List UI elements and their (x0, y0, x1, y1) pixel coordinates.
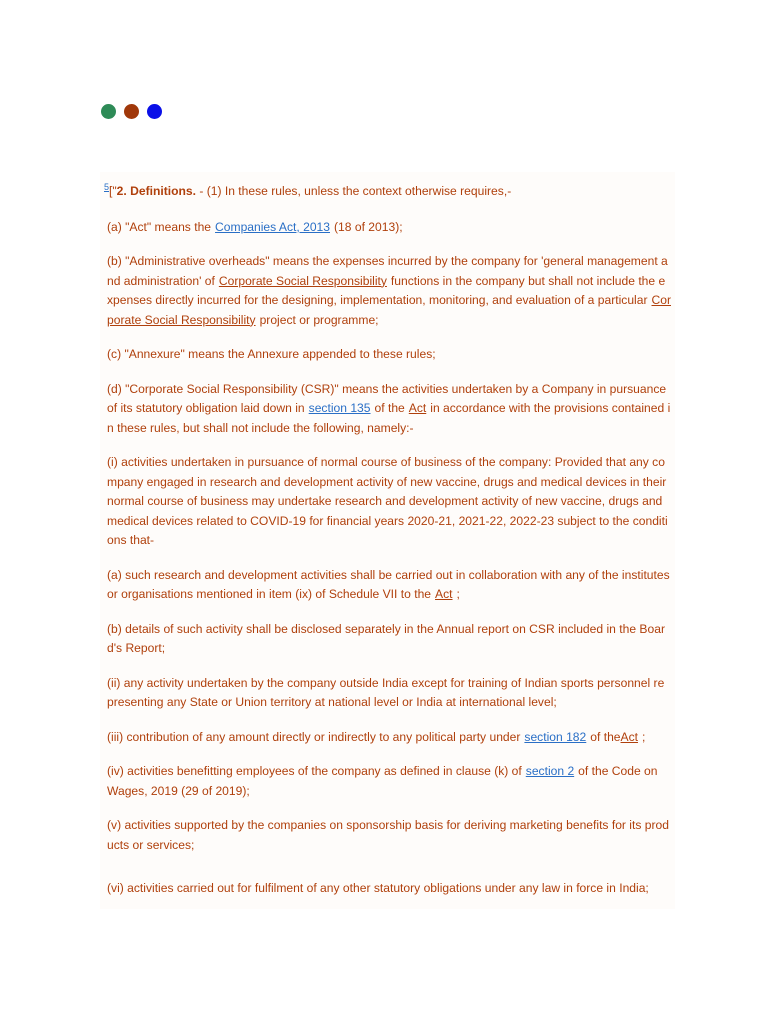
window-dots (101, 104, 162, 119)
exclusion-v (104, 816, 671, 855)
text: project or programme; (259, 312, 379, 327)
exclusion-ii (104, 674, 671, 713)
text: ; (642, 729, 646, 744)
text: (iii) contribution of any amount directly or indirectly to any political party under (107, 729, 521, 744)
text: (a) such research and development activities shall be carried out in collaboration with any of the institutes or organisations mentioned in item (ix) of Schedule VII to the (107, 567, 670, 602)
section-135-link[interactable]: section 135 (308, 401, 371, 416)
text: (v) activities supported by the companies on sponsorship basis for deriving marketing benefits for its products or services; (107, 818, 669, 852)
companies-act-link[interactable]: Companies Act, 2013 (215, 219, 330, 234)
act-link[interactable]: Act (620, 729, 639, 744)
text: of the Code on Wages, 2019 (29 of 2019); (107, 764, 658, 798)
text: (iv) activities benefitting employees of the company as defined in clause (k) of (107, 764, 522, 779)
blue-dot-icon (147, 104, 162, 119)
definition-b (104, 252, 671, 330)
green-dot-icon (101, 104, 116, 119)
text: (a) "Act" means the (107, 219, 212, 234)
text: (vi) activities carried out for fulfilment of any other statutory obligations under any law in force in India; (107, 881, 649, 896)
heading-text: - (1) In these rules, unless the context otherwise requires,- (195, 184, 512, 199)
condition-a (104, 566, 671, 605)
act-link[interactable]: Act (408, 401, 427, 416)
text: (b) details of such activity shall be disclosed separately in the Annual report on CSR included in the Board's Report; (107, 621, 665, 656)
csr-link[interactable]: Corporate Social Responsibility (218, 273, 387, 288)
exclusion-iii (104, 728, 671, 748)
text: (b) "Administrative overheads" means the expenses incurred by the company for 'general management and administration' of (107, 254, 668, 288)
condition-b (104, 620, 671, 659)
text: (18 of 2013); (334, 219, 403, 234)
definition-c (104, 345, 671, 365)
definition-a (104, 218, 671, 238)
text: (d) "Corporate Social Responsibility (CSR)" means the activities undertaken by a Company in pursuance of its statutory obligation laid down in (107, 381, 667, 416)
text: of the (590, 729, 621, 744)
section-heading: 2. Definitions. (116, 184, 196, 199)
text: functions in the company but shall not include the expenses directly incurred for the designing, implementation, monitoring, and evaluation of a particular (107, 273, 666, 308)
exclusion-vi (104, 879, 671, 899)
text: ; (456, 587, 460, 602)
exclusion-i (104, 453, 671, 551)
brown-dot-icon (124, 104, 139, 119)
exclusion-iv (104, 762, 671, 801)
text: of the (374, 401, 405, 416)
text: in accordance with the provisions contained in these rules, but shall not include the following, namely:- (107, 401, 671, 435)
section-182-link[interactable]: section 182 (524, 729, 587, 744)
text: (c) "Annexure" means the Annexure appended to these rules; (107, 347, 436, 362)
text: (ii) any activity undertaken by the company outside India except for training of Indian sports personnel representing any State or Union territory at national level or India at international level; (107, 675, 665, 710)
footnote-link[interactable]: 5 (104, 182, 110, 192)
definitions-heading-paragraph (104, 178, 671, 202)
definition-d (104, 380, 671, 439)
text: (i) activities undertaken in pursuance of normal course of business of the company: Provided that any company engaged in research and development activity of new vaccine, drugs and medical devices in their normal course of business may undertake research and development activity of new vaccine, drugs and medical devices related to COVID-19 for financial years 2020-21, 2021-22, 2022-23 subject to the conditions that- (107, 455, 668, 548)
document-content (100, 172, 675, 909)
csr-link[interactable]: Corporate Social Responsibility (107, 293, 671, 327)
act-link[interactable]: Act (435, 587, 453, 602)
opening-bracket: [" (109, 184, 117, 199)
section-2-link[interactable]: section 2 (525, 764, 575, 779)
